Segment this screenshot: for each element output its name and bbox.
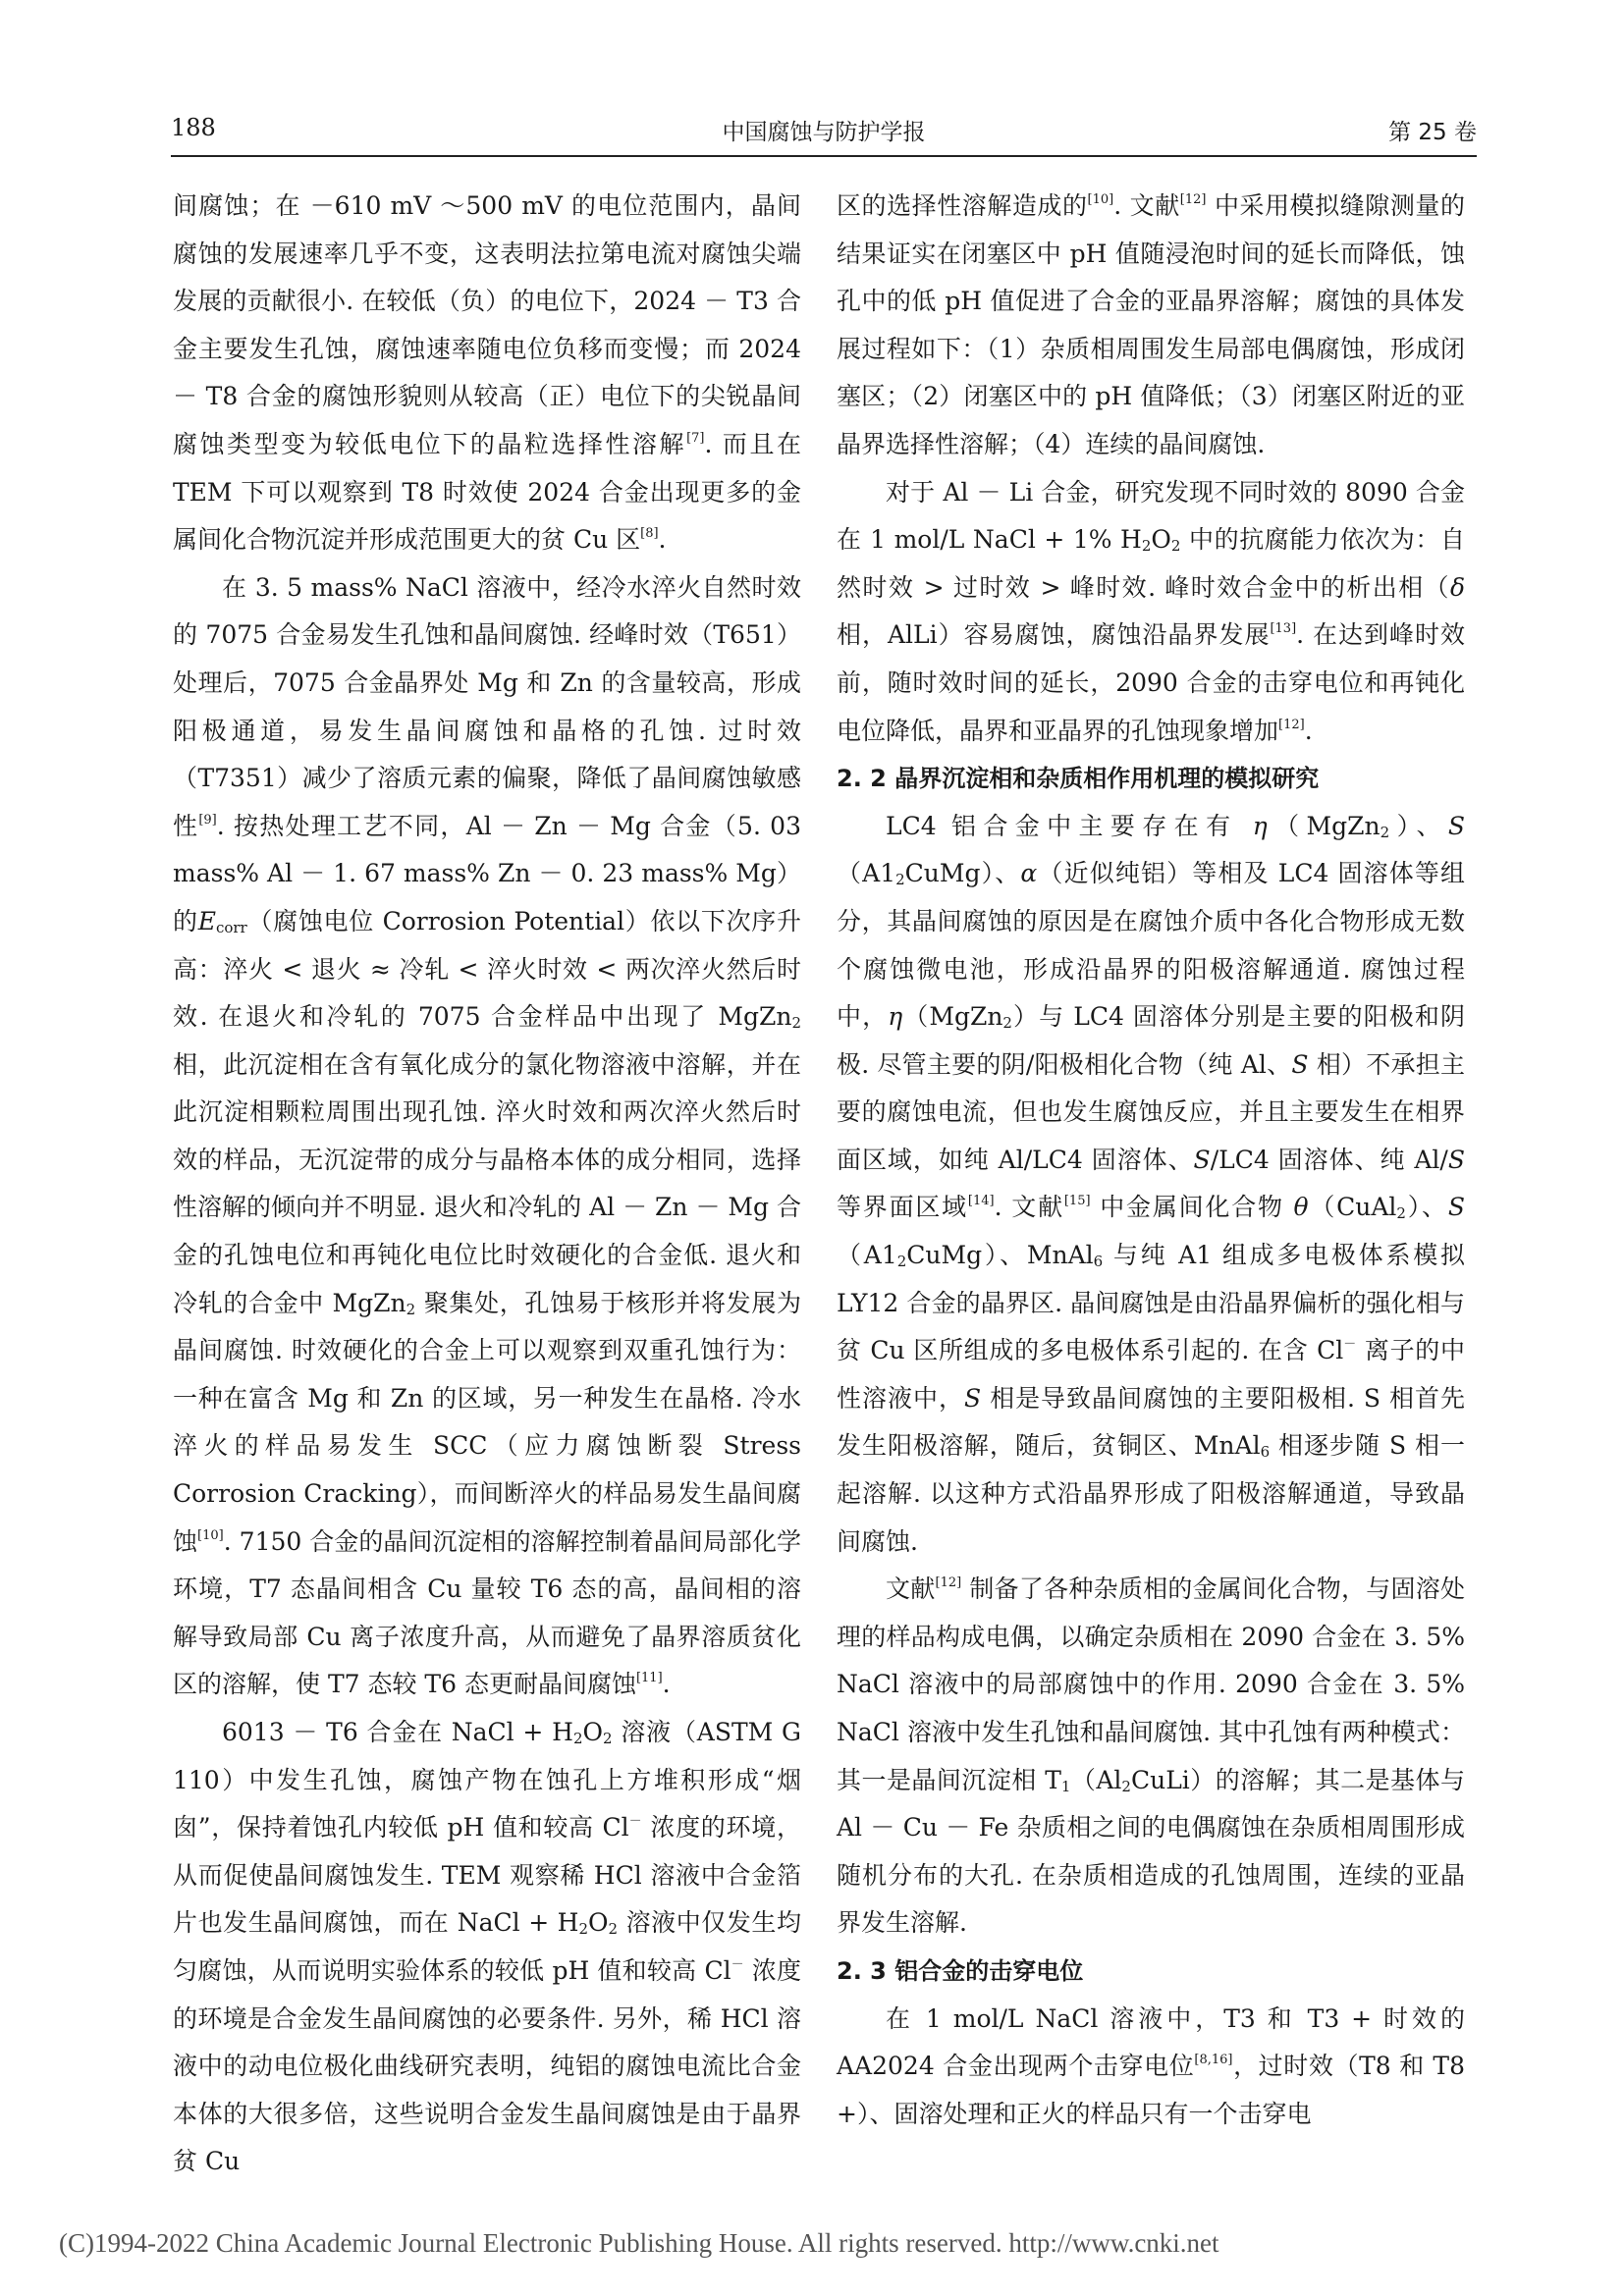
citation[interactable]: [7] — [686, 430, 705, 446]
copyright-footer: (C)1994-2022 China Academic Journal Electronic Publishing House. All rights reserved. http://www.cnki.net — [59, 2228, 1219, 2258]
citation[interactable]: [12] — [1179, 192, 1207, 207]
citation[interactable]: [15] — [1063, 1194, 1091, 1209]
citation[interactable]: [12] — [1278, 717, 1305, 732]
paragraph: LC4 铝合金中主要存在有 η（MgZn$_2$）、$S(A1_2CuMg)$、α（近似纯铝）等相及 LC4 固溶体等组分，其晶间腐蚀的原因是在腐蚀介质中各化合物形成无数个腐蚀微电池，形成沿晶界的阳极溶解通道. 腐蚀过程中，η（MgZn$_2$）与 LC4 固溶体分别是主要的阳极和阴极. 尽管主要的阴/阳极相化合物（纯 Al、S 相）不承担主要的腐蚀电流，但也发生腐蚀反应，并且主要发生在相界面区域，如纯 Al/LC4 固溶体、S/LC4 固溶体、纯 Al/S 等界面区域[14]. 文献[15] 中金属间化合物 θ（CuAl$_2$）、$S(A1_2CuMg)$、MnAl$_6$ 与纯 A1 组成多电极体系模拟 LY12 合金的晶界区. 晶间腐蚀是由沿晶界偏析的强化相与贫 Cu 区所组成的多电极体系引起的. 在含 Cl－ 离子的中性溶液中，S 相是导致晶间腐蚀的主要阳极相. S 相首先发生阳极溶解，随后，贫铜区、MnAl$_6$ 相逐步随 S 相一起溶解. 以这种方式沿晶界形成了阳极溶解通道，导致晶间腐蚀. — [837, 811, 1466, 1556]
citation[interactable]: [13] — [1270, 621, 1297, 637]
citation[interactable]: [12] — [935, 1575, 962, 1591]
citation[interactable]: [10] — [1087, 192, 1114, 207]
citation[interactable]: [8] — [640, 526, 659, 542]
paragraph: 在 3. 5 mass% NaCl 溶液中，经冷水淬火自然时效的 7075 合金易发生孔蚀和晶间腐蚀. 经峰时效（T651）处理后，7075 合金晶界处 Mg 和 Zn 的含量较高，形成阳极通道，易发生晶间腐蚀和晶格的孔蚀. 过时效（T7351）减少了溶质元素的偏聚，降低了晶间腐蚀敏感性[9]. 按热处理工艺不同，Al － Zn － Mg 合金（5. 03 mass% Al － 1. 67 mass% Zn － 0. 23 mass% Mg）的$E_{corr}$（腐蚀电位 Corrosion Potential）依以下次序升高：淬火 < 退火 ≈ 冷轧 < 淬火时效 < 两次淬火然后时效. 在退火和冷轧的 7075 合金样品中出现了 MgZn$_2$ 相，此沉淀相在含有氧化成分的氯化物溶液中溶解，并在此沉淀相颗粒周围出现孔蚀. 淬火时效和两次淬火然后时效的样品，无沉淀带的成分与晶格本体的成分相同，选择性溶解的倾向并不明显. 退火和冷轧的 Al － Zn － Mg 合金的孔蚀电位和再钝化电位比时效硬化的合金低. 退火和冷轧的合金中 MgZn$_2$ 聚集处，孔蚀易于核形并将发展为晶间腐蚀. 时效硬化的合金上可以观察到双重孔蚀行为：一种在富含 Mg 和 Zn 的区域，另一种发生在晶格. 冷水淬火的样品易发生 SCC（应力腐蚀断裂 Stress Corrosion Cracking），而间断淬火的样品易发生晶间腐蚀[10]. 7150 合金的晶间沉淀相的溶解控制着晶间局部化学环境，T7 态晶间相含 Cu 量较 T6 态的高，晶间相的溶解导致局部 Cu 离子浓度升高，从而避免了晶界溶质贫化区的溶解，使 T7 态较 T6 态更耐晶间腐蚀[11]. — [173, 572, 801, 1699]
section-heading: 2. 3 铝合金的击穿电位 — [837, 1956, 1084, 1985]
right-column — [837, 183, 1465, 2138]
citation[interactable]: [9] — [198, 812, 217, 828]
paragraph: 在 1 mol/L NaCl 溶液中，T3 和 T3 + 时效的 AA2024 合金出现两个击穿电位[8,16]，过时效（T8 和 T8 +）、固溶处理和正火的样品只有一个击穿电 — [837, 2003, 1465, 2128]
paragraph: 区的选择性溶解造成的[10]. 文献[12] 中采用模拟缝隙测量的结果证实在闭塞区中 pH 值随浸泡时间的延长而降低，蚀孔中的低 pH 值促进了合金的亚晶界溶解；腐蚀的具体发展过程如下：（1）杂质相周围发生局部电偶腐蚀，形成闭塞区；（2）闭塞区中的 pH 值降低；（3）闭塞区附近的亚晶界选择性溶解；（4）连续的晶间腐蚀. — [837, 191, 1465, 458]
citation[interactable]: [10] — [197, 1527, 224, 1543]
citation[interactable]: [8,16] — [1194, 2053, 1233, 2068]
left-column — [173, 183, 801, 2186]
citation[interactable]: [11] — [635, 1671, 663, 1686]
paragraph: 对于 Al － Li 合金，研究发现不同时效的 8090 合金在 1 mol/L NaCl + 1% $H_2O_2$ 中的抗腐能力依次为：自然时效 > 过时效 > 峰时效. 峰时效合金中的析出相（δ 相，AlLi）容易腐蚀，腐蚀沿晶界发展[13]. 在达到峰时效前，随时效时间的延长，2090 合金的击穿电位和再钝化电位降低，晶界和亚晶界的孔蚀现象增加[12]. — [837, 477, 1465, 745]
page-number: 188 — [171, 114, 216, 141]
paragraph: 文献[12] 制备了各种杂质相的金属间化合物，与固溶处理的样品构成电偶，以确定杂质相在 2090 合金在 3. 5% NaCl 溶液中的局部腐蚀中的作用. 2090 合金在 3. 5% NaCl 溶液中发生孔蚀和晶间腐蚀. 其中孔蚀有两种模式：其一是晶间沉淀相 $T_1(Al_2CuLi)$的溶解；其二是基体与 Al － Cu － Fe 杂质相之间的电偶腐蚀在杂质相周围形成随机分布的大孔. 在杂质相造成的孔蚀周围，连续的亚晶界发生溶解. — [837, 1575, 1465, 1938]
section-heading: 2. 2 晶界沉淀相和杂质相作用机理的模拟研究 — [837, 765, 1320, 793]
citation[interactable]: [14] — [967, 1194, 995, 1209]
paragraph: 间腐蚀；在 －610 mV ～500 mV 的电位范围内，晶间腐蚀的发展速率几乎不变，这表明法拉第电流对腐蚀尖端发展的贡献很小. 在较低（负）的电位下，2024 － T3 合金主要发生孔蚀，腐蚀速率随电位负移而变慢；而 2024 － T8 合金的腐蚀形貌则从较高（正）电位下的尖锐晶间腐蚀类型变为较低电位下的晶粒选择性溶解[7]. 而且在 TEM 下可以观察到 T8 时效使 2024 合金出现更多的金属间化合物沉淀并形成范围更大的贫 Cu 区[8]. — [173, 191, 801, 555]
paragraph: 6013 － T6 合金在 NaCl + $H_2O_2$ 溶液（ASTM G 110）中发生孔蚀，腐蚀产物在蚀孔上方堆积形成“烟囱”，保持着蚀孔内较低 pH 值和较高 Cl－ 浓度的环境，从而促使晶间腐蚀发生. TEM 观察稀 HCl 溶液中合金箔片也发生晶间腐蚀，而在 NaCl + $H_2O_2$ 溶液中仅发生均匀腐蚀，从而说明实验体系的较低 pH 值和较高 Cl－ 浓度的环境是合金发生晶间腐蚀的必要条件. 另外，稀 HCl 溶液中的动电位极化曲线研究表明，纯铝的腐蚀电流比合金本体的大很多倍，这些说明合金发生晶间腐蚀是由于晶界贫 Cu — [173, 1718, 801, 2176]
volume-label: 第 25 卷 — [1388, 120, 1477, 145]
page-header — [171, 110, 1477, 157]
journal-title: 中国腐蚀与防护学报 — [722, 120, 926, 145]
